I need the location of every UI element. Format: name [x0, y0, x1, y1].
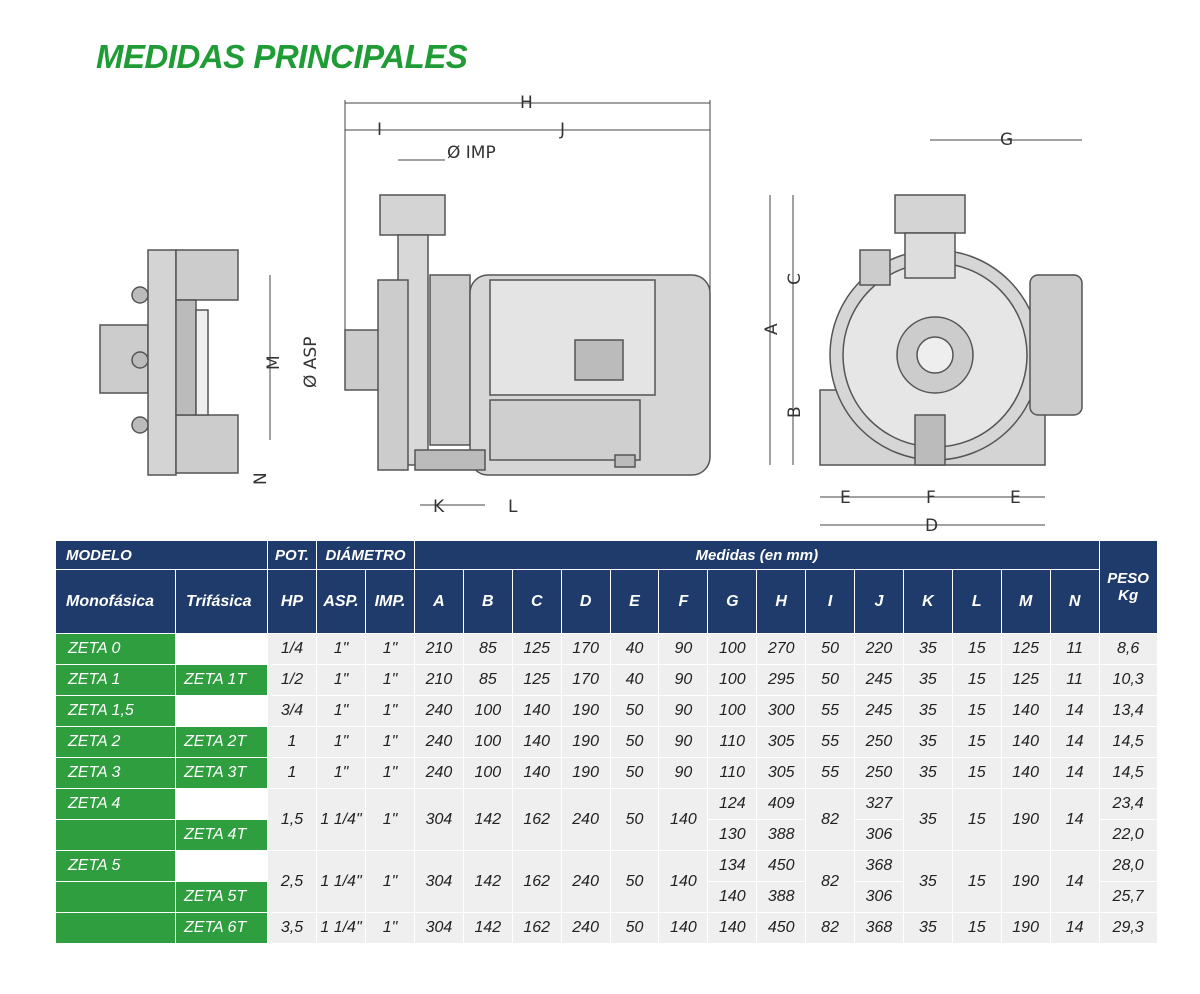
model-tri: ZETA 2T: [176, 727, 268, 758]
cell-f: 90: [659, 758, 708, 789]
cell-j: 250: [855, 727, 904, 758]
dim-label-m: M: [264, 355, 284, 370]
cell-l: 15: [952, 665, 1001, 696]
cell-asp: 1": [317, 634, 366, 665]
dim-label-asp: Ø ASP: [301, 336, 321, 388]
header-diametro: DIÁMETRO: [317, 541, 415, 570]
model-mono: [56, 913, 176, 944]
cell-e: 40: [610, 634, 659, 665]
table-row: [56, 727, 1158, 758]
header-col: A: [415, 570, 464, 634]
header-col: E: [610, 570, 659, 634]
cell-a: 210: [415, 665, 464, 696]
cell-a: 240: [415, 727, 464, 758]
cell-h: 295: [757, 665, 806, 696]
header-tri: Trifásica: [176, 570, 268, 634]
cell-hp: 1: [268, 758, 317, 789]
cell-h: 270: [757, 634, 806, 665]
header-col: D: [561, 570, 610, 634]
cell-k: 35: [903, 758, 952, 789]
cell-l: 15: [952, 634, 1001, 665]
cell-peso: 14,5: [1099, 758, 1157, 789]
cell-n: 14: [1050, 758, 1099, 789]
header-row-1: [56, 541, 1158, 570]
model-mono: [56, 820, 176, 851]
cell-asp: 1": [317, 758, 366, 789]
model-tri: ZETA 6T: [176, 913, 268, 944]
cell-n: 14: [1050, 696, 1099, 727]
cell-m: 125: [1001, 634, 1050, 665]
table-row: ZETA 5T 140 388 306 25,7: [56, 882, 1158, 913]
cell-g: 100: [708, 634, 757, 665]
header-col: K: [903, 570, 952, 634]
cell-e: 40: [610, 665, 659, 696]
cell-f: 90: [659, 727, 708, 758]
cell-g: 100: [708, 665, 757, 696]
table-row: [56, 665, 1158, 696]
cell-m: 140: [1001, 696, 1050, 727]
header-col: J: [855, 570, 904, 634]
dim-label-e-right: E: [1010, 488, 1021, 508]
cell-e: 50: [610, 696, 659, 727]
table-row: ZETA 6T 3,5 1 1/4" 1" 304 142 162 240 50 140 140 450 82 368 35 15 190 14 29,3: [56, 913, 1158, 944]
header-row-2: [56, 570, 1158, 634]
header-col: L: [952, 570, 1001, 634]
cell-g: 110: [708, 758, 757, 789]
cell-k: 35: [903, 727, 952, 758]
cell-j: 250: [855, 758, 904, 789]
cell-b: 85: [463, 634, 512, 665]
dim-label-e-left: E: [840, 488, 851, 508]
header-peso: PESO Kg: [1099, 541, 1157, 634]
table-row: ZETA 4 1,5 1 1/4" 1" 304 142 162 240 50 140 124 409 82 327 35 15 190 14 23,4: [56, 789, 1158, 820]
cell-asp: 1": [317, 696, 366, 727]
cell-h: 305: [757, 758, 806, 789]
table-row: [56, 634, 1158, 665]
cell-n: 11: [1050, 665, 1099, 696]
page-title: MEDIDAS PRINCIPALES: [96, 38, 468, 75]
cell-b: 85: [463, 665, 512, 696]
cell-imp: 1": [366, 696, 415, 727]
cell-i: 50: [806, 665, 855, 696]
cell-h: 300: [757, 696, 806, 727]
cell-g: 110: [708, 727, 757, 758]
cell-a: 210: [415, 634, 464, 665]
cell-a: 240: [415, 696, 464, 727]
dim-label-h: H: [520, 93, 533, 113]
header-col: M: [1001, 570, 1050, 634]
cell-d: 190: [561, 727, 610, 758]
header-medidas: Medidas (en mm): [415, 541, 1100, 570]
cell-k: 35: [903, 665, 952, 696]
model-tri: [176, 851, 268, 882]
model-mono: [56, 882, 176, 913]
cell-i: 50: [806, 634, 855, 665]
side-flange-view: [100, 250, 238, 475]
cell-e: 50: [610, 727, 659, 758]
table-row: [56, 696, 1158, 727]
header-col: I: [806, 570, 855, 634]
dim-label-b: B: [785, 406, 805, 418]
cell-b: 100: [463, 727, 512, 758]
cell-i: 55: [806, 758, 855, 789]
cell-c: 140: [512, 727, 561, 758]
dim-label-j: J: [560, 120, 566, 140]
header-col: G: [708, 570, 757, 634]
header-imp: IMP.: [366, 570, 415, 634]
cell-f: 90: [659, 696, 708, 727]
cell-l: 15: [952, 696, 1001, 727]
dim-label-n: N: [251, 472, 271, 485]
pump-front-view: [820, 195, 1082, 465]
dim-label-i: I: [377, 120, 383, 140]
cell-n: 11: [1050, 634, 1099, 665]
model-mono: ZETA 5: [56, 851, 176, 882]
model-tri: [176, 789, 268, 820]
model-mono: ZETA 0: [56, 634, 176, 665]
cell-peso: 10,3: [1099, 665, 1157, 696]
dim-label-c: C: [785, 273, 805, 285]
dim-label-imp: Ø IMP: [447, 143, 496, 163]
cell-hp: 1: [268, 727, 317, 758]
dim-label-a: A: [762, 323, 782, 335]
cell-m: 125: [1001, 665, 1050, 696]
dim-label-l: L: [508, 497, 518, 517]
cell-d: 190: [561, 758, 610, 789]
cell-asp: 1": [317, 727, 366, 758]
model-mono: ZETA 2: [56, 727, 176, 758]
header-asp: ASP.: [317, 570, 366, 634]
cell-j: 245: [855, 665, 904, 696]
cell-asp: 1": [317, 665, 366, 696]
cell-hp: 1/4: [268, 634, 317, 665]
dimensions-table: [55, 540, 1158, 944]
dim-label-k: K: [433, 497, 445, 517]
cell-i: 55: [806, 727, 855, 758]
model-tri: ZETA 1T: [176, 665, 268, 696]
table-row: [56, 758, 1158, 789]
cell-peso: 14,5: [1099, 727, 1157, 758]
cell-c: 125: [512, 665, 561, 696]
cell-f: 90: [659, 634, 708, 665]
cell-j: 245: [855, 696, 904, 727]
header-col: F: [659, 570, 708, 634]
dim-label-g: G: [1000, 130, 1014, 150]
dim-label-d: D: [925, 516, 939, 536]
cell-hp: 1/2: [268, 665, 317, 696]
cell-l: 15: [952, 727, 1001, 758]
table-row: ZETA 5 2,5 1 1/4" 1" 304 142 162 240 50 140 134 450 82 368 35 15 190 14 28,0: [56, 851, 1158, 882]
model-mono: ZETA 1: [56, 665, 176, 696]
header-col: B: [463, 570, 512, 634]
model-tri: [176, 696, 268, 727]
cell-l: 15: [952, 758, 1001, 789]
header-col: H: [757, 570, 806, 634]
cell-i: 55: [806, 696, 855, 727]
header-pot: POT.: [268, 541, 317, 570]
cell-hp: 3/4: [268, 696, 317, 727]
cell-m: 140: [1001, 758, 1050, 789]
cell-g: 100: [708, 696, 757, 727]
cell-d: 170: [561, 665, 610, 696]
model-tri: [176, 634, 268, 665]
model-tri: ZETA 5T: [176, 882, 268, 913]
pump-side-view: [345, 195, 710, 475]
cell-imp: 1": [366, 758, 415, 789]
header-hp: HP: [268, 570, 317, 634]
cell-imp: 1": [366, 634, 415, 665]
cell-c: 140: [512, 696, 561, 727]
cell-d: 170: [561, 634, 610, 665]
cell-e: 50: [610, 758, 659, 789]
model-tri: ZETA 4T: [176, 820, 268, 851]
cell-m: 140: [1001, 727, 1050, 758]
table-row: ZETA 4T 130 388 306 22,0: [56, 820, 1158, 851]
cell-h: 305: [757, 727, 806, 758]
cell-k: 35: [903, 634, 952, 665]
cell-c: 125: [512, 634, 561, 665]
header-col: N: [1050, 570, 1099, 634]
model-mono: ZETA 4: [56, 789, 176, 820]
cell-f: 90: [659, 665, 708, 696]
cell-peso: 8,6: [1099, 634, 1157, 665]
cell-b: 100: [463, 758, 512, 789]
dim-label-f: F: [926, 488, 936, 508]
model-tri: ZETA 3T: [176, 758, 268, 789]
model-mono: ZETA 3: [56, 758, 176, 789]
cell-imp: 1": [366, 727, 415, 758]
cell-a: 240: [415, 758, 464, 789]
cell-d: 190: [561, 696, 610, 727]
cell-c: 140: [512, 758, 561, 789]
model-mono: ZETA 1,5: [56, 696, 176, 727]
cell-n: 14: [1050, 727, 1099, 758]
cell-imp: 1": [366, 665, 415, 696]
cell-b: 100: [463, 696, 512, 727]
header-mono: Monofásica: [56, 570, 176, 634]
cell-peso: 13,4: [1099, 696, 1157, 727]
cell-k: 35: [903, 696, 952, 727]
header-modelo: MODELO: [56, 541, 268, 570]
cell-j: 220: [855, 634, 904, 665]
header-col: C: [512, 570, 561, 634]
